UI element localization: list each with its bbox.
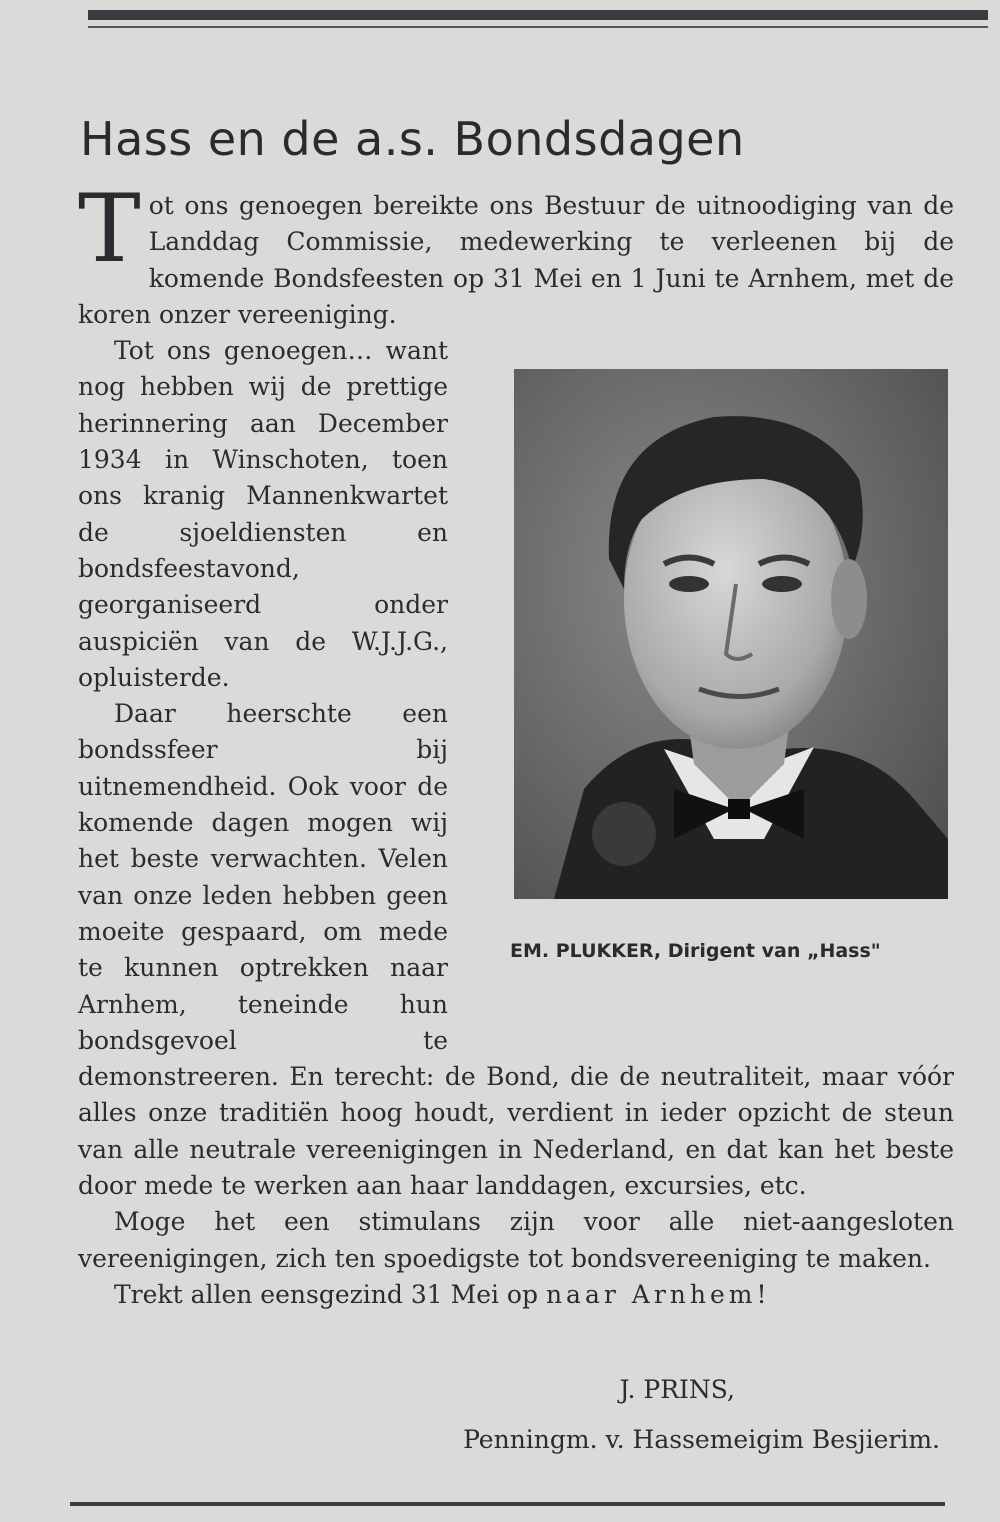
signature-name: J. PRINS, [619, 1375, 735, 1404]
top-rule [88, 10, 988, 20]
paragraph-1 [78, 175, 954, 333]
paragraph-2: Tot ons genoegen… want nog hebben wij de prettige herinnering aan December 1934 in Winschoten, toen ons kranig Mannenkwartet de sjoeldiensten en bondsfeestavond, georganiseerd onder auspiciën van de W.J.J.G., opluisterde. [78, 336, 448, 692]
bottom-rule [70, 1502, 945, 1506]
paragraph-1-text: ot ons genoegen bereikte ons Bestuur de uitnoodiging van de Landdag Commissie, medewerking te verleenen bij de komende Bondsfeesten op 31 Mei en 1 Juni te Arnhem, met de koren onzer vereeniging. [78, 191, 954, 329]
paragraph-5-spaced-text: naar Arnhem! [545, 1279, 771, 1309]
paragraph-3: Daar heerschte een bondssfeer bij uitnemendheid. Ook voor de komende dagen mogen wij het beste verwachten. Velen van onze leden hebben geen moeite gespaard, om mede te kunnen optrekken naar Arnhem, teneinde hun bondsgevoel te demonstreeren. En terecht: de Bond, die de neutraliteit, maar vóór alles onze traditiën hoog houdt, verdient in ieder opzicht de steun van alle neutrale vereenigingen in Nederland, en dat kan het beste door mede te werken aan haar landdagen, excursies, etc. [78, 699, 954, 1201]
top-rule-thin [88, 26, 988, 28]
drop-cap: T [78, 175, 141, 284]
paragraph-4: Moge het een stimulans zijn voor alle niet-aangesloten vereenigingen, zich ten spoedigste tot bondsvereeniging te maken. [78, 1207, 954, 1273]
article-body [78, 175, 954, 1313]
portrait-illustration [514, 369, 948, 899]
article-title: Hass en de a.s. Bondsdagen [80, 112, 745, 166]
signature-role: Penningm. v. Hassemeigim Besjierim. [463, 1425, 940, 1454]
paragraph-5 [78, 1277, 954, 1313]
photo-caption: EM. PLUKKER, Dirigent van „Hass" [510, 940, 881, 963]
portrait-figure [476, 369, 954, 1031]
portrait-photo [514, 369, 948, 899]
paragraph-5-text: Trekt allen eensgezind 31 Mei op [114, 1279, 538, 1309]
